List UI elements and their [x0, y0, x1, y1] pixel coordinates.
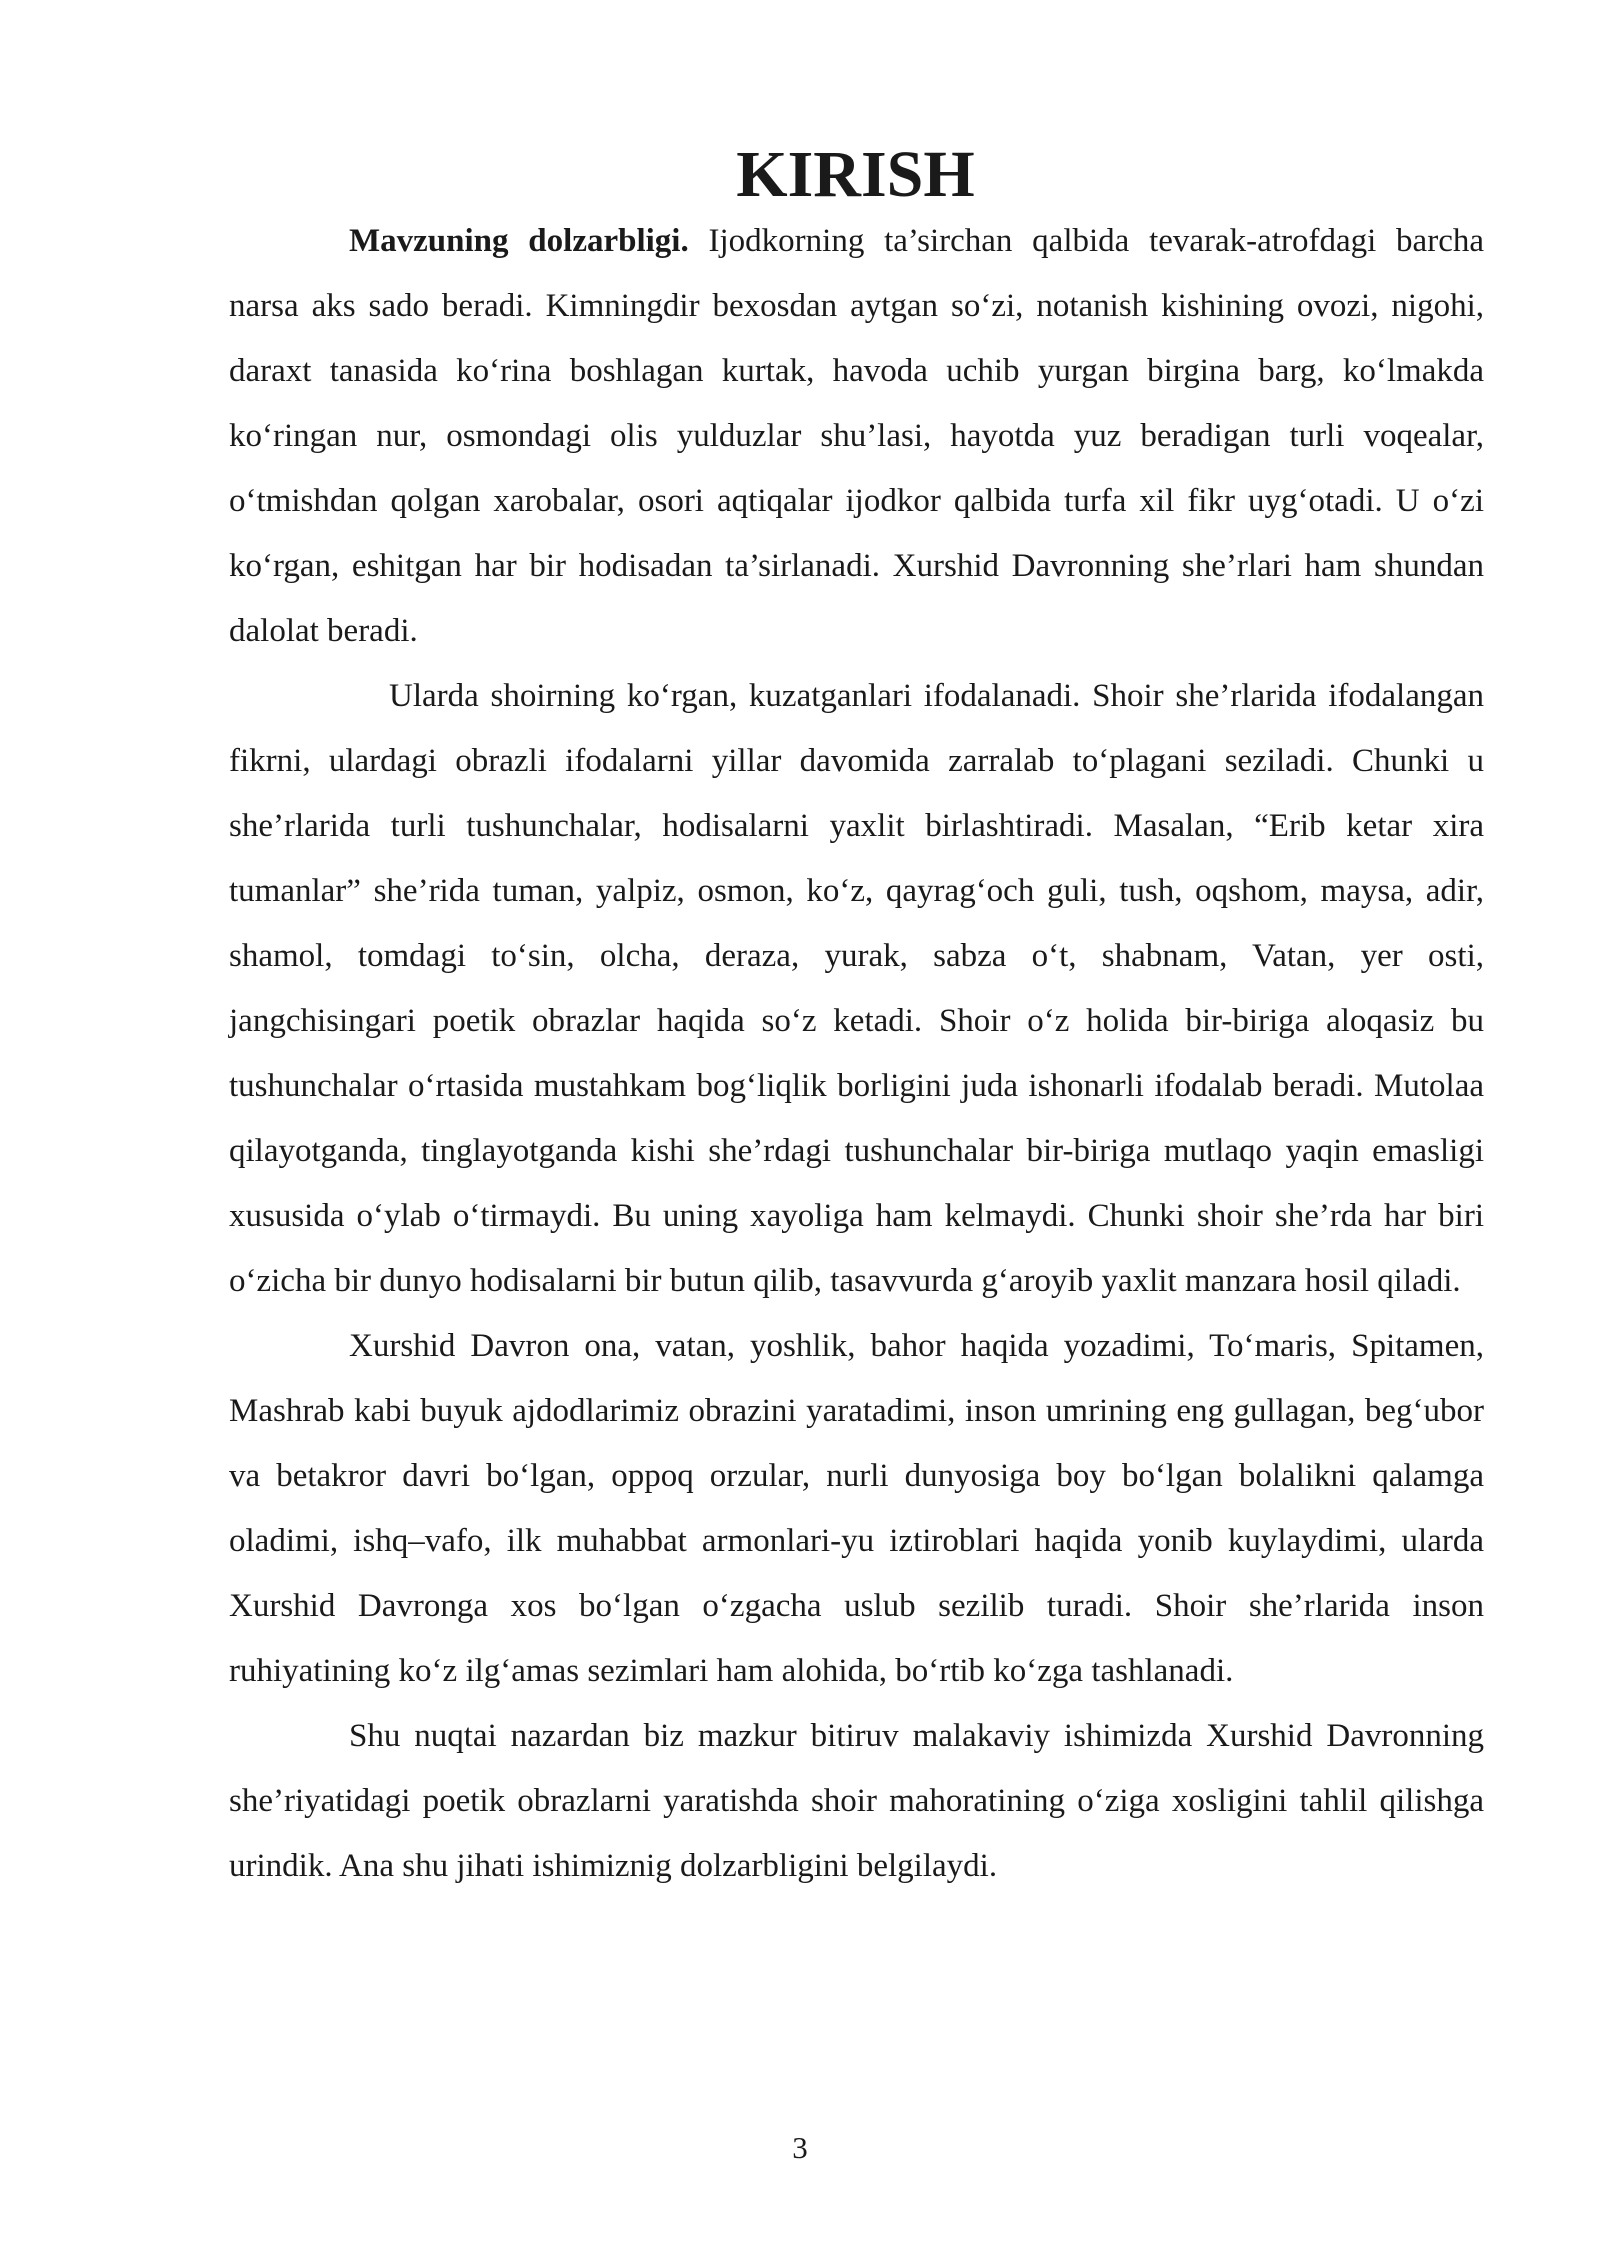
page-number: 3	[792, 2130, 808, 2165]
paragraph-text: Shu nuqtai nazardan biz mazkur bitiruv malakaviy ishimizda Xurshid Davronning she’riyatidagi poetik obrazlarni yaratishda shoir mahoratining o‘ziga xosligini tahlil qilishga urindik. Ana shu jihati ishimiznig dolzarbligini belgilaydi.	[229, 1718, 1484, 1884]
section-title: KIRISH	[736, 138, 975, 211]
paragraph-conclusion	[229, 1704, 1484, 1899]
paragraph-text: Ijodkorning ta’sirchan qalbida tevarak-atrofdagi barcha narsa aks sado beradi. Kimningdir bexosdan aytgan so‘zi, notanish kishining ovozi, nigohi, daraxt tanasida ko‘rina boshlagan kurtak, havoda uchib yurgan birgina barg, ko‘lmakda ko‘ringan nur, osmondagi olis yulduzlar shu’lasi, hayotda yuz beradigan turli voqealar, o‘tmishdan qolgan xarobalar, osori aqtiqalar ijodkor qalbida turfa xil fikr uyg‘otadi. U o‘zi ko‘rgan, eshitgan har bir hodisadan ta’sirlanadi. Xurshid Davronning she’rlari ham shundan dalolat beradi.	[229, 223, 1484, 649]
paragraph-lead: Mavzuning dolzarbligi.	[349, 223, 689, 259]
page-content	[229, 138, 1484, 1899]
paragraph-observations	[229, 664, 1484, 1314]
paragraph-style	[229, 1314, 1484, 1704]
paragraph-text: Ularda shoirning ko‘rgan, kuzatganlari ifodalanadi. Shoir she’rlarida ifodalangan fikrni, ulardagi obrazli ifodalarni yillar davomida zarralab to‘plagani seziladi. Chunki u she’rlarida turli tushunchalar, hodisalarni yaxlit birlashtiradi. Masalan, “Erib ketar xira tumanlar” she’rida tuman, yalpiz, osmon, ko‘z, qayrag‘och guli, tush, oqshom, maysa, adir, shamol, tomdagi to‘sin, olcha, deraza, yurak, sabza o‘t, shabnam, Vatan, yer osti, jangchisingari poetik obrazlar haqida so‘z ketadi. Shoir o‘z holida bir-biriga aloqasiz bu tushunchalar o‘rtasida mustahkam bog‘liqlik borligini juda ishonarli ifodalab beradi. Mutolaa qilayotganda, tinglayotganda kishi she’rdagi tushunchalar bir-biriga mutlaqo yaqin emasligi xususida o‘ylab o‘tirmaydi. Bu uning xayoliga ham kelmaydi. Chunki shoir she’rda har biri o‘zicha bir dunyo hodisalarni bir butun qilib, tasavvurda g‘aroyib yaxlit manzara hosil qiladi.	[229, 678, 1484, 1299]
paragraph-text: Xurshid Davron ona, vatan, yoshlik, bahor haqida yozadimi, To‘maris, Spitamen, Mashrab kabi buyuk ajdodlarimiz obrazini yaratadimi, inson umrining eng gullagan, beg‘ubor va betakror davri bo‘lgan, oppoq orzular, nurli dunyosiga boy bo‘lgan bolalikni qalamga oladimi, ishq–vafo, ilk muhabbat armonlari-yu iztiroblari haqida yonib kuylaydimi, ularda Xurshid Davronga xos bo‘lgan o‘zgacha uslub sezilib turadi. Shoir she’rlarida inson ruhiyatining ko‘z ilg‘amas sezimlari ham alohida, bo‘rtib ko‘zga tashlanadi.	[229, 1328, 1484, 1689]
paragraph-relevance	[229, 209, 1484, 664]
